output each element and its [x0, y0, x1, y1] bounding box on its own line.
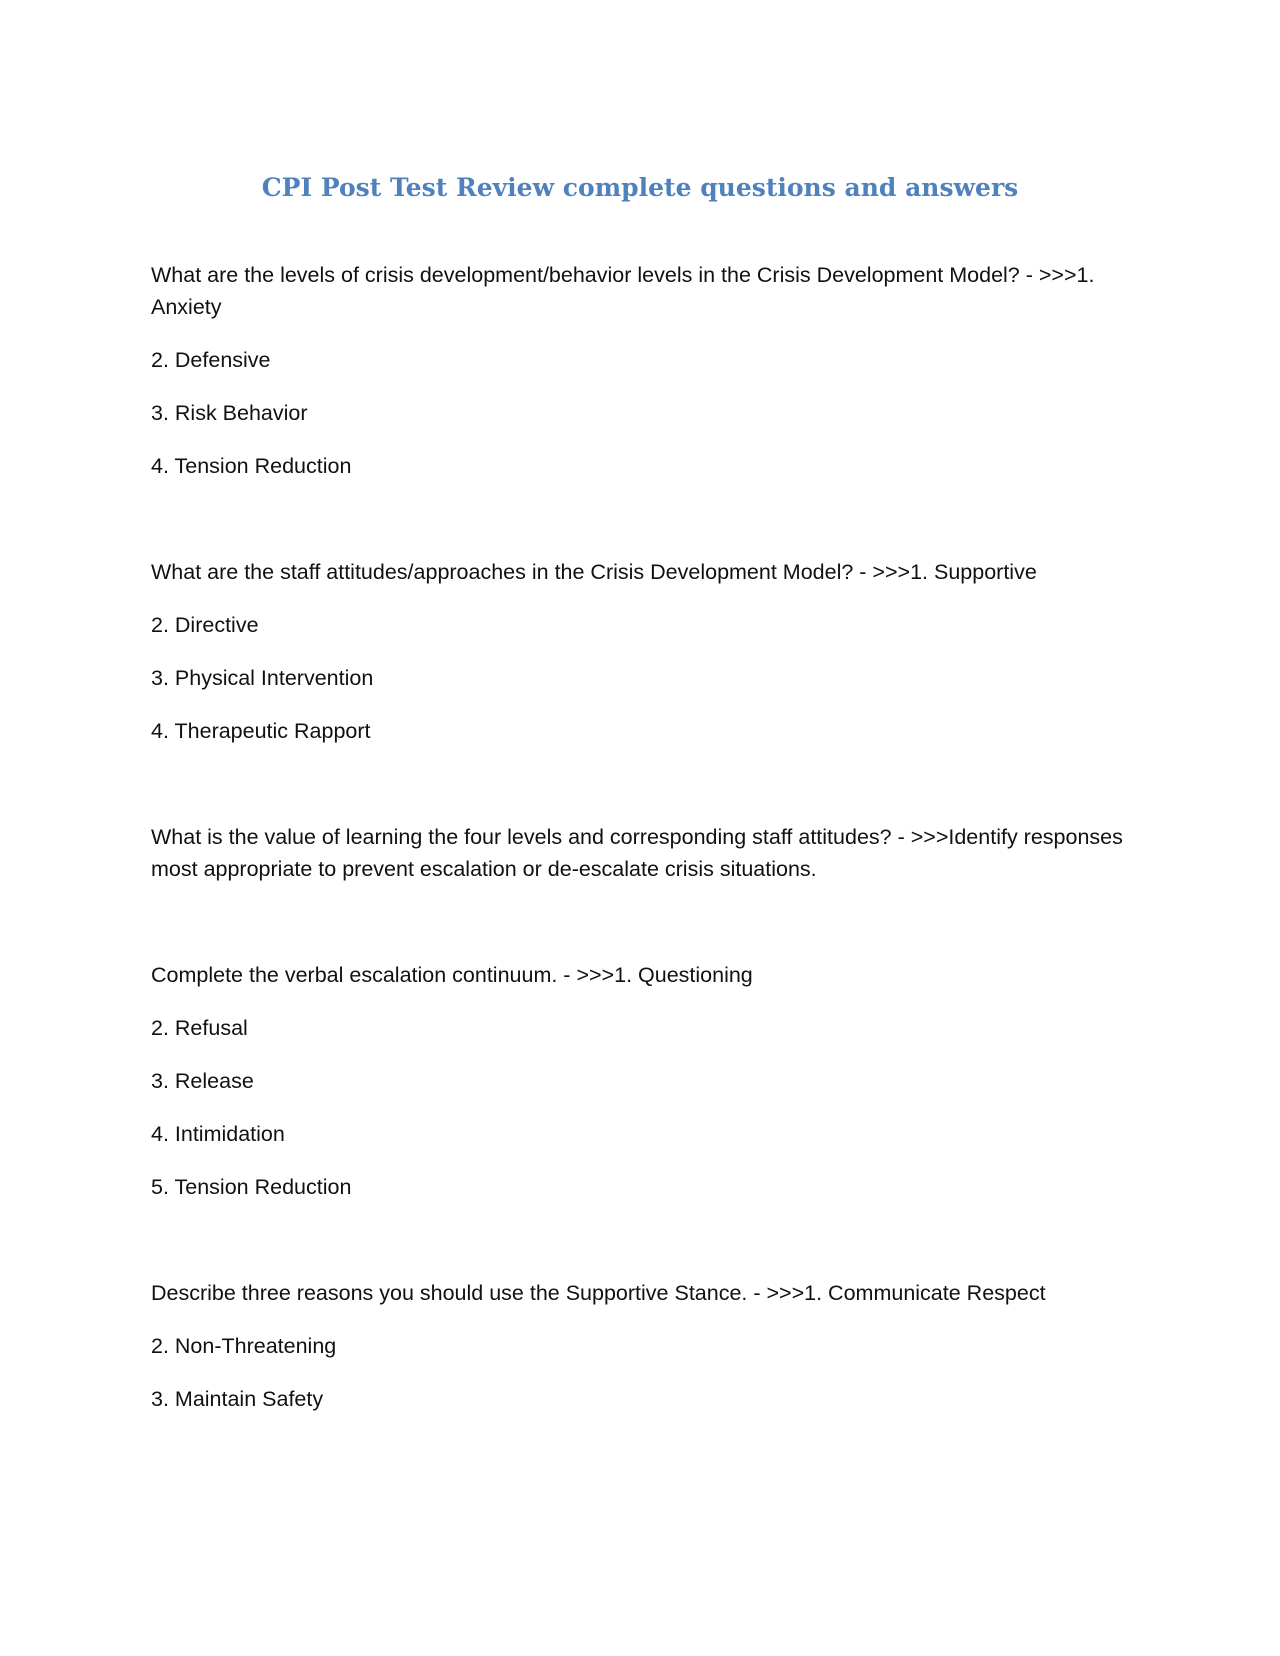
answer-item: 4. Therapeutic Rapport [151, 719, 371, 743]
question-3: What is the value of learning the four levels and corresponding staff attitudes? - >>>Identify responses most appropriate to prevent escalation or de-escalate crisis situations. [151, 825, 1123, 881]
qa-section-1 [151, 259, 1131, 482]
qa-section-3 [151, 821, 1131, 885]
answer-item: 4. Tension Reduction [151, 454, 352, 478]
answer-item: 3. Maintain Safety [151, 1387, 324, 1411]
answer-item: 2. Defensive [151, 348, 271, 372]
document-body [151, 259, 1131, 1436]
answer-item: 3. Release [151, 1069, 254, 1093]
qa-section-2 [151, 556, 1131, 747]
section-spacer [151, 503, 1131, 556]
qa-section-4 [151, 959, 1131, 1203]
question-5: Describe three reasons you should use the Supportive Stance. - >>>1. Communicate Respect [151, 1281, 1046, 1305]
answer-item: 3. Risk Behavior [151, 401, 308, 425]
section-spacer [151, 906, 1131, 959]
question-4: Complete the verbal escalation continuum. - >>>1. Questioning [151, 963, 753, 987]
answer-item: 3. Physical Intervention [151, 666, 374, 690]
document-title: CPI Post Test Review complete questions and answers [261, 173, 1019, 202]
section-spacer [151, 1224, 1131, 1277]
answer-item: 4. Intimidation [151, 1122, 285, 1146]
answer-item: 2. Non-Threatening [151, 1334, 337, 1358]
question-2: What are the staff attitudes/approaches in the Crisis Development Model? - >>>1. Supportive [151, 560, 1037, 584]
section-spacer [151, 768, 1131, 821]
question-1: What are the levels of crisis development/behavior levels in the Crisis Development Model? - >>>1. Anxiety [151, 263, 1095, 319]
answer-item: 5. Tension Reduction [151, 1175, 352, 1199]
answer-item: 2. Directive [151, 613, 259, 637]
answer-item: 2. Refusal [151, 1016, 248, 1040]
qa-section-5 [151, 1277, 1131, 1415]
